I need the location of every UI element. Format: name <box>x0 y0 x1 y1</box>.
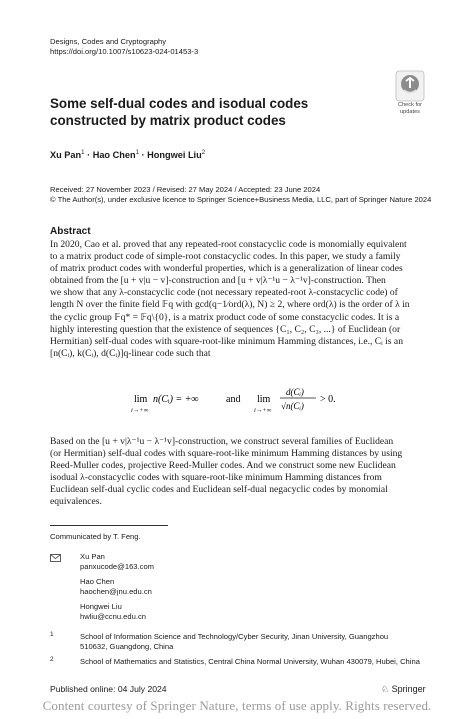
abstract-line: (or Hermitian) self-dual codes with square-root-like minimum Hamming distances by using <box>50 448 403 460</box>
lim-operator-2: lim <box>257 394 271 405</box>
check-for-updates-badge[interactable] <box>395 70 425 102</box>
author-name[interactable]: Hongwei Liu <box>147 150 202 160</box>
author-affiliation-mark: 1 <box>135 149 139 156</box>
abstract-line: [n(Cᵢ), k(Cᵢ), d(Cᵢ)]q-linear code such that <box>50 347 211 359</box>
contact-name: Hao Chen <box>80 577 115 586</box>
copyright-notice: © The Author(s), under exclusive licence to Springer Science+Business Media, LLC, part of Springer Nature 2024 <box>50 195 432 204</box>
affiliation-line: 510632, Guangdong, China <box>80 642 174 651</box>
publisher-name: Springer <box>391 684 426 694</box>
article-title: Some self-dual codes and isodual codes constructed by matrix product codes <box>50 96 309 128</box>
abstract-line: Reed-Muller codes, projective Reed-Muller codes. And we construct some new Euclidean <box>50 460 396 472</box>
springer-horse-icon: ♘ <box>381 684 390 694</box>
abstract-line: length N over the finite field 𝔽q with gcd(q−1⁄ord(λ), N) ≥ 2, where ord(λ) is the order of λ in <box>50 299 410 311</box>
contact-email[interactable]: hwliu@ccnu.edu.cn <box>80 612 146 621</box>
affiliation-number: 2 <box>50 656 54 663</box>
footnote-divider <box>50 525 168 526</box>
contact-block <box>80 577 152 597</box>
publisher-logo <box>381 684 426 695</box>
abstract-heading: Abstract <box>50 226 91 237</box>
fraction-denominator: √n(Cᵢ) <box>281 401 304 411</box>
abstract-line: In 2020, Cao et al. proved that any repeated-root constacyclic code is monomially equivalent <box>50 239 407 250</box>
abstract-line: Euclidean self-dual cyclic codes and Euclidean self-dual negacyclic codes by monomial <box>50 484 388 496</box>
lim-operator-1: lim <box>134 394 148 405</box>
limit-equation <box>50 386 426 418</box>
author-list <box>50 150 205 160</box>
equation-conjunction: and <box>226 394 241 405</box>
abstract-paragraph-2 <box>50 436 426 509</box>
footer-watermark: Content courtesy of Springer Nature, terms of use apply. Rights reserved. <box>42 698 432 713</box>
published-online: Published online: 04 July 2024 <box>50 684 167 694</box>
author-separator: · <box>141 150 145 160</box>
contact-email[interactable]: panxucode@163.com <box>80 562 154 571</box>
badge-line-1: Check for <box>398 102 422 108</box>
abstract-paragraph-1 <box>50 239 426 360</box>
author-affiliation-mark: 2 <box>201 149 206 156</box>
contact-block <box>80 602 146 622</box>
communicated-by: Communicated by T. Feng. <box>50 532 141 541</box>
article-dates: Received: 27 November 2023 / Revised: 27 May 2024 / Accepted: 23 June 2024 <box>50 185 321 194</box>
contact-block <box>80 552 154 572</box>
contact-name: Hongwei Liu <box>80 602 122 611</box>
affiliation-line: School of Information Science and Technology/Cyber Security, Jinan University, Guangzhou <box>80 632 389 641</box>
abstract-line: Hermitian) self-dual codes with square-root-like minimum Hamming distances, i.e., Cᵢ is an <box>50 335 403 347</box>
equation-tail: > 0. <box>320 394 336 405</box>
author-affiliation-mark: 1 <box>81 149 85 156</box>
abstract-line: equivalences. <box>50 496 102 508</box>
abstract-line: highly interesting question that the existence of sequences {C₁, C₂, C₃, ...} of Euclidean (or <box>50 323 401 335</box>
doi-link[interactable]: https://doi.org/10.1007/s10623-024-01453-3 <box>50 47 199 56</box>
abstract-line: obtained from the [u + v|u − v]-construction and [u + v|λ⁻¹u − λ⁻¹v]-construction. Then <box>50 275 386 287</box>
affiliation-text <box>80 657 420 667</box>
fraction-numerator: d(Cᵢ) <box>286 387 304 397</box>
badge-line-2: updates <box>400 108 420 115</box>
lim-subscript-2: i→+∞ <box>254 407 272 414</box>
contact-name: Xu Pan <box>80 552 105 561</box>
lim-expression-1: n(Cᵢ) = +∞ <box>153 394 199 405</box>
abstract-line: isodual λ-constacyclic codes with square-root-like minimum Hamming distances from <box>50 472 382 484</box>
author-name[interactable]: Hao Chen <box>92 150 136 160</box>
abstract-line: we show that any λ-constacyclic code (not necessary repeated-root λ-constacyclic code) of <box>50 287 398 299</box>
envelope-icon <box>50 554 61 564</box>
check-updates-icon <box>395 70 425 102</box>
affiliation-text <box>80 632 420 652</box>
check-for-updates-label <box>391 102 429 115</box>
abstract-line: to a matrix product code of simple-root constacyclic codes. In this paper, we study a family <box>50 251 401 263</box>
contact-email[interactable]: haochen@jnu.edu.cn <box>80 587 152 596</box>
journal-name: Designs, Codes and Cryptography <box>50 37 167 46</box>
author-separator: · <box>87 150 91 160</box>
affiliation-number: 1 <box>50 631 54 638</box>
abstract-line: Based on the [u + v|λ⁻¹u − λ⁻¹v]-construction, we construct several families of Euclidean <box>50 436 394 447</box>
lim-subscript-1: i→+∞ <box>131 407 149 414</box>
abstract-line: the cyclic group 𝔽q* = 𝔽q\{0}, is a matrix product code of some constacyclic codes. It is a <box>50 311 400 323</box>
author-name[interactable]: Xu Pan <box>50 150 82 160</box>
abstract-line: of matrix product codes with wonderful properties, which is a generalization of linear codes <box>50 263 403 275</box>
affiliation-line: School of Mathematics and Statistics, Central China Normal University, Wuhan 430079, Hubei, China <box>80 657 420 666</box>
